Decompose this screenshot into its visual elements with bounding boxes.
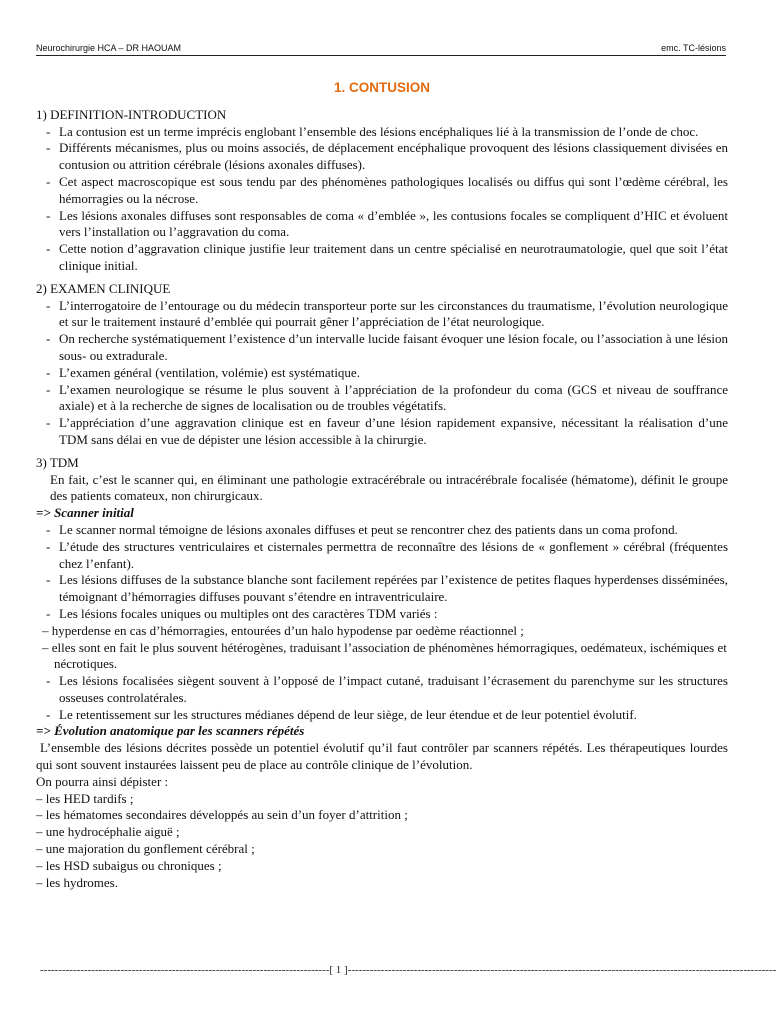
scanner-initial-list-b <box>36 673 728 723</box>
list-item: - L’examen général (ventilation, volémie) est systématique. <box>36 365 728 382</box>
list-item: - On recherche systématiquement l’existence d’un intervalle lucide faisant évoquer une lésion focale, ou l’association à une lésion sous- ou extradurale. <box>36 331 728 365</box>
list-item: - Les lésions axonales diffuses sont responsables de coma « d’emblée », les contusions focales se compliquent d’HIC et évoluent vers l’installation ou l’aggravation du coma. <box>36 208 728 242</box>
list-item: - Les lésions diffuses de la substance blanche sont facilement repérées par l’existence de petites flaques hyperdenses disséminées, témoignant d’hémorragies diffuses pouvant s’étendre en intraventriculaire. <box>36 572 728 606</box>
section-heading-tdm: 3) TDM <box>36 454 79 470</box>
list-item: - Le scanner normal témoigne de lésions axonales diffuses et peut se rencontrer chez des patients dans un coma profond. <box>36 522 728 539</box>
list-item: - L’appréciation d’une aggravation clinique est en faveur d’une lésion rapidement expansive, nécessitant la réalisation d’une TDM sans délai en vue de dépister une lésion accessible à la chirurgie. <box>36 415 728 449</box>
section-heading-definition: 1) DEFINITION-INTRODUCTION <box>36 106 227 122</box>
list-item: – les HED tardifs ; <box>36 790 134 806</box>
list-item: - La contusion est un terme imprécis englobant l’ensemble des lésions encéphaliques lié à la transmission de l’onde de choc. <box>36 124 728 141</box>
list-item: - Différents mécanismes, plus ou moins associés, de déplacement encéphalique provoquent des lésions classiquement divisées en contusion ou attrition cérébrale (lésions axonales diffuses). <box>36 140 728 174</box>
subheading-evolution: => Évolution anatomique par les scanners répétés <box>36 723 305 739</box>
header-right: emc. TC-lésions <box>661 43 726 53</box>
list-item: - L’interrogatoire de l’entourage ou du médecin transporteur porte sur les circonstances du traumatisme, l’évolution neurologique et sur le traitement instauré d’emblée qui pourrait gêner l’appréciation de l’état neurologique. <box>36 298 728 332</box>
list-item: - L’étude des structures ventriculaires et cisternales permettra de reconnaître des lésions de « gonflement » cérébral (fréquentes chez l’enfant). <box>36 539 728 573</box>
list-item: - Le retentissement sur les structures médianes dépend de leur siège, de leur étendue et de leur potentiel évolutif. <box>36 707 728 724</box>
definition-list <box>36 124 728 275</box>
section-heading-examen: 2) EXAMEN CLINIQUE <box>36 280 171 296</box>
list-item: – une hydrocéphalie aiguë ; <box>36 824 180 840</box>
scanner-initial-list-a <box>36 522 728 623</box>
evolution-paragraph: L’ensemble des lésions décrites possède un potentiel évolutif qu’il faut contrôler par scanners répétés. Les thérapeutiques lourdes qui sont souvent instaurées laissent peu de place au contrôle clinique de l’évolution. <box>36 740 728 773</box>
evolution-lead: On pourra ainsi dépister : <box>36 773 169 789</box>
page-number: [ 1 ] <box>329 964 348 976</box>
page-content <box>36 80 728 891</box>
en-dash-item: – hyperdense en cas d’hémorragies, entourées d’un halo hypodense par oedème réactionnel ; <box>42 622 524 638</box>
page-title: 1. CONTUSION <box>333 80 430 95</box>
header-left: Neurochirurgie HCA – DR HAOUAM <box>36 43 182 53</box>
list-item: - L’examen neurologique se résume le plus souvent à l’appréciation de la profondeur du coma (GCS et niveau de souffrance axiale) et à la recherche de signes de localisation ou de troubles végétatifs. <box>36 382 728 416</box>
focal-lesion-details <box>36 623 728 673</box>
page-footer <box>40 964 776 976</box>
list-item: - Cette notion d’aggravation clinique justifie leur traitement dans un centre spécialisé en neurotraumatologie, quel que soit l’état clinique initial. <box>36 241 728 275</box>
examen-list <box>36 298 728 449</box>
evolution-list <box>36 791 728 892</box>
page-header <box>36 43 726 56</box>
list-item: – les HSD subaigus ou chroniques ; <box>36 857 222 873</box>
list-item: - Les lésions focalisées siègent souvent à l’opposé de l’impact cutané, traduisant l’écrasement du parenchyme sur les structures osseuses controlatérales. <box>36 673 728 707</box>
list-item: - Cet aspect macroscopique est sous tendu par des phénomènes pathologiques localisés ou diffus qui sont l’œdème cérébral, les hémorragies ou la nécrose. <box>36 174 728 208</box>
en-dash-item: – elles sont en fait le plus souvent hétérogènes, traduisant l’association de phénomènes hémorragiques, oedémateux, ischémiques et nécrotiques. <box>42 639 727 672</box>
footer-rule-right: --------------------------------------------------------------------------------------------------------------------- <box>347 964 776 976</box>
list-item: - Les lésions focales uniques ou multiples ont des caractères TDM variés : <box>36 606 728 623</box>
list-item: – une majoration du gonflement cérébral ; <box>36 841 255 857</box>
tdm-intro: En fait, c’est le scanner qui, en éliminant une pathologie extracérébrale ou intracérébrale focalisée (hématome), définit le groupe des patients comateux, non chirurgicaux. <box>50 471 728 504</box>
subheading-scanner-initial: => Scanner initial <box>36 505 134 521</box>
list-item: – les hydromes. <box>36 874 118 890</box>
list-item: – les hématomes secondaires développés au sein d’un foyer d’attrition ; <box>36 807 408 823</box>
footer-rule-left: ------------------------------------------------------------------------------- <box>40 964 330 976</box>
